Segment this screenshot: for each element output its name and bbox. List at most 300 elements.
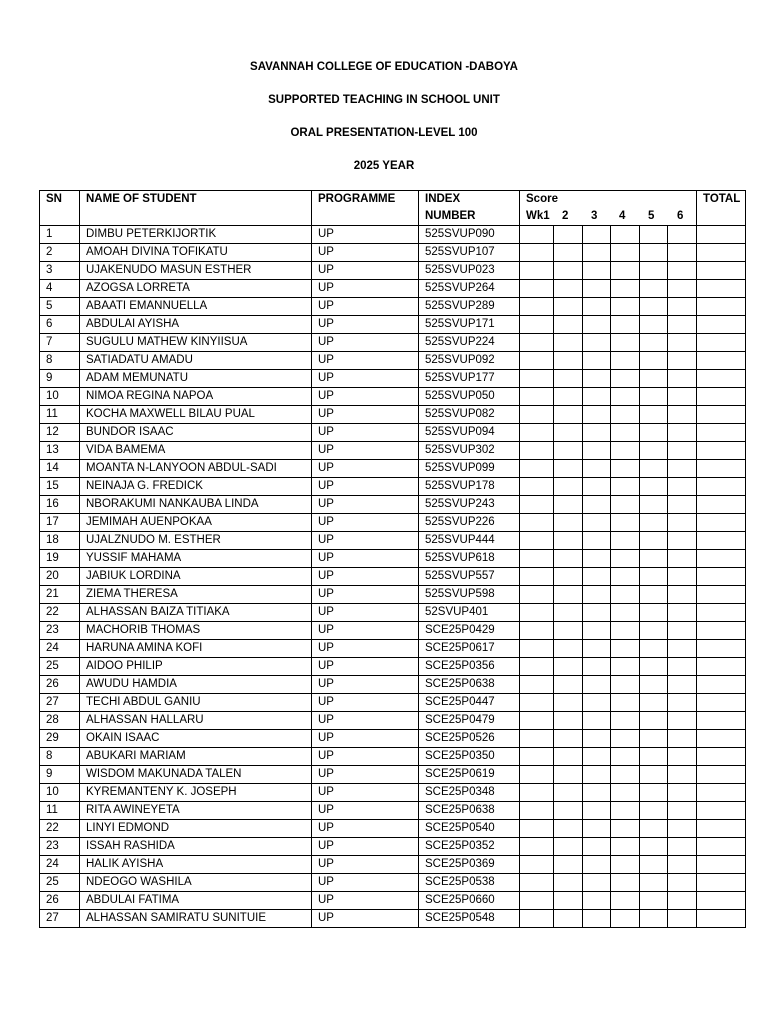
cell-score-week-3	[583, 730, 611, 748]
cell-student-name: MOANTA N-LANYOON ABDUL-SADI	[80, 460, 312, 478]
cell-score-week-3	[583, 352, 611, 370]
cell-index-number: 525SVUP050	[419, 388, 520, 406]
cell-index-number: 525SVUP178	[419, 478, 520, 496]
cell-index-number: 525SVUP177	[419, 370, 520, 388]
cell-score-week-1	[520, 352, 554, 370]
cell-sn: 16	[40, 496, 80, 514]
cell-score-week-1	[520, 730, 554, 748]
cell-index-number: SCE25P0447	[419, 694, 520, 712]
cell-score-week-2	[554, 442, 583, 460]
cell-score-week-5	[640, 370, 668, 388]
cell-programme: UP	[312, 316, 419, 334]
cell-score-week-3	[583, 424, 611, 442]
cell-sn: 24	[40, 856, 80, 874]
cell-score-week-5	[640, 676, 668, 694]
table-row	[40, 640, 746, 658]
cell-score-week-4	[611, 604, 640, 622]
cell-score-week-2	[554, 406, 583, 424]
year-title: 2025 YEAR	[353, 160, 415, 172]
cell-programme: UP	[312, 892, 419, 910]
cell-score-week-4	[611, 514, 640, 532]
cell-index-number: SCE25P0638	[419, 802, 520, 820]
cell-student-name: ABAATI EMANNUELLA	[80, 298, 312, 316]
cell-score-week-4	[611, 856, 640, 874]
cell-score-week-3	[583, 514, 611, 532]
cell-programme: UP	[312, 694, 419, 712]
cell-programme: UP	[312, 496, 419, 514]
header-index-line2: NUMBER	[425, 210, 476, 222]
cell-index-number: SCE25P0526	[419, 730, 520, 748]
cell-score-week-6	[668, 280, 697, 298]
cell-score-week-4	[611, 352, 640, 370]
cell-score-week-6	[668, 478, 697, 496]
table-row	[40, 550, 746, 568]
cell-sn: 4	[40, 280, 80, 298]
cell-student-name: ABDULAI FATIMA	[80, 892, 312, 910]
cell-score-week-6	[668, 910, 697, 928]
header-score-label: Score	[526, 193, 558, 205]
cell-score-week-4	[611, 496, 640, 514]
cell-score-week-5	[640, 442, 668, 460]
cell-sn: 25	[40, 658, 80, 676]
cell-score-week-3	[583, 604, 611, 622]
cell-score-week-6	[668, 298, 697, 316]
cell-student-name: NIMOA REGINA NAPOA	[80, 388, 312, 406]
cell-student-name: KOCHA MAXWELL BILAU PUAL	[80, 406, 312, 424]
cell-score-week-6	[668, 496, 697, 514]
cell-score-week-4	[611, 766, 640, 784]
cell-total	[697, 298, 746, 316]
cell-sn: 18	[40, 532, 80, 550]
cell-programme: UP	[312, 874, 419, 892]
cell-index-number: 52SVUP401	[419, 604, 520, 622]
cell-score-week-2	[554, 352, 583, 370]
cell-sn: 12	[40, 424, 80, 442]
cell-programme: UP	[312, 406, 419, 424]
cell-total	[697, 406, 746, 424]
header-week-5: 5	[648, 210, 655, 222]
cell-score-week-4	[611, 874, 640, 892]
cell-score-week-6	[668, 820, 697, 838]
table-row	[40, 802, 746, 820]
cell-sn: 10	[40, 784, 80, 802]
cell-index-number: SCE25P0350	[419, 748, 520, 766]
cell-index-number: SCE25P0638	[419, 676, 520, 694]
cell-total	[697, 874, 746, 892]
cell-score-week-4	[611, 370, 640, 388]
cell-score-week-1	[520, 226, 554, 244]
cell-score-week-5	[640, 424, 668, 442]
cell-total	[697, 838, 746, 856]
cell-score-week-3	[583, 748, 611, 766]
cell-student-name: ABUKARI MARIAM	[80, 748, 312, 766]
table-row	[40, 280, 746, 298]
cell-score-week-1	[520, 766, 554, 784]
cell-score-week-1	[520, 568, 554, 586]
cell-score-week-1	[520, 820, 554, 838]
cell-score-week-6	[668, 262, 697, 280]
table-row	[40, 532, 746, 550]
cell-score-week-1	[520, 496, 554, 514]
cell-index-number: 525SVUP082	[419, 406, 520, 424]
cell-index-number: SCE25P0617	[419, 640, 520, 658]
cell-score-week-1	[520, 838, 554, 856]
table-row	[40, 388, 746, 406]
cell-score-week-2	[554, 622, 583, 640]
cell-score-week-6	[668, 802, 697, 820]
cell-index-number: SCE25P0660	[419, 892, 520, 910]
cell-score-week-1	[520, 640, 554, 658]
cell-score-week-6	[668, 226, 697, 244]
table-row	[40, 874, 746, 892]
cell-student-name: RITA AWINEYETA	[80, 802, 312, 820]
cell-student-name: SATIADATU AMADU	[80, 352, 312, 370]
cell-total	[697, 622, 746, 640]
cell-score-week-3	[583, 442, 611, 460]
cell-score-week-2	[554, 640, 583, 658]
cell-student-name: JEMIMAH AUENPOKAA	[80, 514, 312, 532]
cell-score-week-5	[640, 748, 668, 766]
cell-student-name: TECHI ABDUL GANIU	[80, 694, 312, 712]
cell-score-week-2	[554, 496, 583, 514]
cell-score-week-5	[640, 802, 668, 820]
cell-score-week-3	[583, 550, 611, 568]
cell-sn: 2	[40, 244, 80, 262]
cell-programme: UP	[312, 838, 419, 856]
cell-score-week-2	[554, 280, 583, 298]
cell-score-week-2	[554, 604, 583, 622]
cell-index-number: 525SVUP444	[419, 532, 520, 550]
cell-index-number: SCE25P0352	[419, 838, 520, 856]
cell-score-week-6	[668, 694, 697, 712]
cell-score-week-2	[554, 532, 583, 550]
cell-score-week-1	[520, 280, 554, 298]
header-score	[520, 191, 697, 226]
cell-index-number: 525SVUP023	[419, 262, 520, 280]
cell-score-week-5	[640, 280, 668, 298]
cell-score-week-1	[520, 406, 554, 424]
cell-score-week-5	[640, 568, 668, 586]
cell-sn: 9	[40, 766, 80, 784]
cell-programme: UP	[312, 226, 419, 244]
cell-score-week-4	[611, 244, 640, 262]
cell-score-week-4	[611, 586, 640, 604]
cell-score-week-1	[520, 388, 554, 406]
table-row	[40, 568, 746, 586]
cell-programme: UP	[312, 730, 419, 748]
cell-score-week-4	[611, 658, 640, 676]
table-row	[40, 784, 746, 802]
cell-score-week-4	[611, 910, 640, 928]
cell-student-name: JABIUK LORDINA	[80, 568, 312, 586]
cell-score-week-4	[611, 820, 640, 838]
cell-score-week-2	[554, 424, 583, 442]
cell-score-week-4	[611, 388, 640, 406]
cell-total	[697, 748, 746, 766]
cell-score-week-3	[583, 874, 611, 892]
cell-score-week-2	[554, 478, 583, 496]
cell-student-name: KYREMANTENY K. JOSEPH	[80, 784, 312, 802]
cell-score-week-1	[520, 370, 554, 388]
header-total: TOTAL	[697, 191, 746, 226]
cell-sn: 22	[40, 604, 80, 622]
cell-total	[697, 316, 746, 334]
cell-score-week-4	[611, 280, 640, 298]
table-row	[40, 694, 746, 712]
cell-score-week-6	[668, 514, 697, 532]
table-row	[40, 586, 746, 604]
cell-score-week-5	[640, 496, 668, 514]
cell-sn: 8	[40, 748, 80, 766]
cell-score-week-5	[640, 910, 668, 928]
cell-score-week-1	[520, 532, 554, 550]
cell-score-week-2	[554, 334, 583, 352]
cell-score-week-1	[520, 622, 554, 640]
cell-index-number: SCE25P0369	[419, 856, 520, 874]
cell-sn: 26	[40, 892, 80, 910]
cell-sn: 27	[40, 694, 80, 712]
cell-score-week-5	[640, 226, 668, 244]
cell-index-number: 525SVUP094	[419, 424, 520, 442]
cell-sn: 20	[40, 568, 80, 586]
cell-score-week-4	[611, 478, 640, 496]
cell-student-name: ZIEMA THERESA	[80, 586, 312, 604]
cell-index-number: 525SVUP598	[419, 586, 520, 604]
table-row	[40, 658, 746, 676]
cell-score-week-2	[554, 766, 583, 784]
header-week-6: 6	[677, 210, 684, 222]
cell-score-week-2	[554, 802, 583, 820]
cell-score-week-3	[583, 838, 611, 856]
cell-programme: UP	[312, 856, 419, 874]
cell-programme: UP	[312, 712, 419, 730]
cell-score-week-3	[583, 658, 611, 676]
cell-sn: 26	[40, 676, 80, 694]
cell-programme: UP	[312, 262, 419, 280]
cell-score-week-1	[520, 658, 554, 676]
header-name: NAME OF STUDENT	[80, 191, 312, 226]
cell-sn: 27	[40, 910, 80, 928]
cell-total	[697, 352, 746, 370]
cell-score-week-1	[520, 316, 554, 334]
cell-score-week-5	[640, 874, 668, 892]
cell-programme: UP	[312, 550, 419, 568]
cell-student-name: NBORAKUMI NANKAUBA LINDA	[80, 496, 312, 514]
cell-score-week-4	[611, 442, 640, 460]
cell-score-week-4	[611, 550, 640, 568]
cell-score-week-1	[520, 550, 554, 568]
cell-score-week-6	[668, 856, 697, 874]
cell-total	[697, 514, 746, 532]
cell-score-week-6	[668, 838, 697, 856]
cell-score-week-1	[520, 856, 554, 874]
cell-student-name: HALIK AYISHA	[80, 856, 312, 874]
cell-sn: 22	[40, 820, 80, 838]
cell-score-week-2	[554, 370, 583, 388]
cell-total	[697, 550, 746, 568]
table-row	[40, 244, 746, 262]
cell-total	[697, 496, 746, 514]
cell-score-week-3	[583, 694, 611, 712]
cell-score-week-3	[583, 892, 611, 910]
cell-score-week-3	[583, 298, 611, 316]
cell-index-number: 525SVUP226	[419, 514, 520, 532]
cell-score-week-1	[520, 694, 554, 712]
cell-index-number: 525SVUP243	[419, 496, 520, 514]
cell-programme: UP	[312, 442, 419, 460]
cell-student-name: AIDOO PHILIP	[80, 658, 312, 676]
cell-student-name: NDEOGO WASHILA	[80, 874, 312, 892]
header-sn: SN	[40, 191, 80, 226]
header-index-line1: INDEX	[425, 193, 461, 205]
cell-score-week-3	[583, 370, 611, 388]
cell-index-number: 525SVUP224	[419, 334, 520, 352]
cell-programme: UP	[312, 568, 419, 586]
cell-total	[697, 280, 746, 298]
cell-student-name: SUGULU MATHEW KINYIISUA	[80, 334, 312, 352]
cell-student-name: DIMBU PETERKIJORTIK	[80, 226, 312, 244]
cell-sn: 15	[40, 478, 80, 496]
cell-programme: UP	[312, 514, 419, 532]
cell-total	[697, 478, 746, 496]
cell-student-name: BUNDOR ISAAC	[80, 424, 312, 442]
cell-score-week-4	[611, 406, 640, 424]
cell-total	[697, 784, 746, 802]
cell-score-week-2	[554, 460, 583, 478]
table-row	[40, 712, 746, 730]
cell-total	[697, 712, 746, 730]
cell-score-week-5	[640, 784, 668, 802]
cell-sn: 5	[40, 298, 80, 316]
cell-student-name: ALHASSAN HALLARU	[80, 712, 312, 730]
cell-score-week-2	[554, 784, 583, 802]
cell-sn: 24	[40, 640, 80, 658]
cell-score-week-3	[583, 388, 611, 406]
cell-programme: UP	[312, 334, 419, 352]
header-programme: PROGRAMME	[312, 191, 419, 226]
cell-sn: 11	[40, 406, 80, 424]
cell-student-name: YUSSIF MAHAMA	[80, 550, 312, 568]
cell-total	[697, 910, 746, 928]
cell-score-week-3	[583, 316, 611, 334]
table-row	[40, 424, 746, 442]
cell-index-number: 525SVUP099	[419, 460, 520, 478]
cell-index-number: SCE25P0348	[419, 784, 520, 802]
cell-total	[697, 730, 746, 748]
table-row	[40, 514, 746, 532]
cell-programme: UP	[312, 658, 419, 676]
cell-sn: 8	[40, 352, 80, 370]
cell-score-week-4	[611, 784, 640, 802]
cell-student-name: AMOAH DIVINA TOFIKATU	[80, 244, 312, 262]
table-row	[40, 352, 746, 370]
student-score-table	[39, 190, 746, 928]
table-row	[40, 478, 746, 496]
cell-score-week-5	[640, 550, 668, 568]
cell-score-week-1	[520, 262, 554, 280]
cell-score-week-2	[554, 226, 583, 244]
cell-score-week-6	[668, 640, 697, 658]
cell-score-week-2	[554, 244, 583, 262]
cell-sn: 13	[40, 442, 80, 460]
cell-score-week-1	[520, 604, 554, 622]
cell-score-week-1	[520, 478, 554, 496]
cell-score-week-2	[554, 388, 583, 406]
cell-score-week-4	[611, 334, 640, 352]
cell-score-week-5	[640, 406, 668, 424]
cell-score-week-1	[520, 460, 554, 478]
cell-score-week-2	[554, 298, 583, 316]
cell-score-week-4	[611, 694, 640, 712]
cell-total	[697, 892, 746, 910]
cell-score-week-3	[583, 568, 611, 586]
cell-score-week-3	[583, 226, 611, 244]
table-row	[40, 604, 746, 622]
cell-sn: 10	[40, 388, 80, 406]
cell-score-week-2	[554, 316, 583, 334]
cell-score-week-6	[668, 334, 697, 352]
cell-programme: UP	[312, 586, 419, 604]
table-row	[40, 316, 746, 334]
cell-score-week-6	[668, 658, 697, 676]
cell-score-week-5	[640, 658, 668, 676]
cell-score-week-2	[554, 820, 583, 838]
cell-score-week-6	[668, 712, 697, 730]
cell-score-week-4	[611, 532, 640, 550]
header-week-3: 3	[591, 210, 598, 222]
cell-index-number: 525SVUP090	[419, 226, 520, 244]
table-row	[40, 730, 746, 748]
cell-score-week-2	[554, 658, 583, 676]
cell-score-week-2	[554, 874, 583, 892]
cell-sn: 17	[40, 514, 80, 532]
cell-score-week-4	[611, 460, 640, 478]
cell-student-name: UJAKENUDO MASUN ESTHER	[80, 262, 312, 280]
table-row	[40, 748, 746, 766]
cell-score-week-6	[668, 424, 697, 442]
cell-total	[697, 388, 746, 406]
cell-index-number: SCE25P0429	[419, 622, 520, 640]
cell-total	[697, 694, 746, 712]
cell-score-week-6	[668, 550, 697, 568]
cell-sn: 1	[40, 226, 80, 244]
table-row	[40, 766, 746, 784]
cell-programme: UP	[312, 532, 419, 550]
college-title: SAVANNAH COLLEGE OF EDUCATION -DABOYA	[250, 61, 518, 73]
cell-total	[697, 244, 746, 262]
cell-index-number: 525SVUP302	[419, 442, 520, 460]
cell-programme: UP	[312, 622, 419, 640]
cell-sn: 23	[40, 622, 80, 640]
cell-programme: UP	[312, 352, 419, 370]
cell-score-week-3	[583, 784, 611, 802]
cell-index-number: 525SVUP557	[419, 568, 520, 586]
cell-score-week-3	[583, 586, 611, 604]
table-row	[40, 406, 746, 424]
cell-programme: UP	[312, 370, 419, 388]
cell-total	[697, 568, 746, 586]
cell-programme: UP	[312, 820, 419, 838]
cell-index-number: 525SVUP107	[419, 244, 520, 262]
cell-total	[697, 766, 746, 784]
cell-score-week-5	[640, 712, 668, 730]
cell-index-number: 525SVUP618	[419, 550, 520, 568]
cell-student-name: MACHORIB THOMAS	[80, 622, 312, 640]
cell-student-name: AWUDU HAMDIA	[80, 676, 312, 694]
cell-score-week-1	[520, 802, 554, 820]
cell-score-week-5	[640, 730, 668, 748]
table-row	[40, 334, 746, 352]
